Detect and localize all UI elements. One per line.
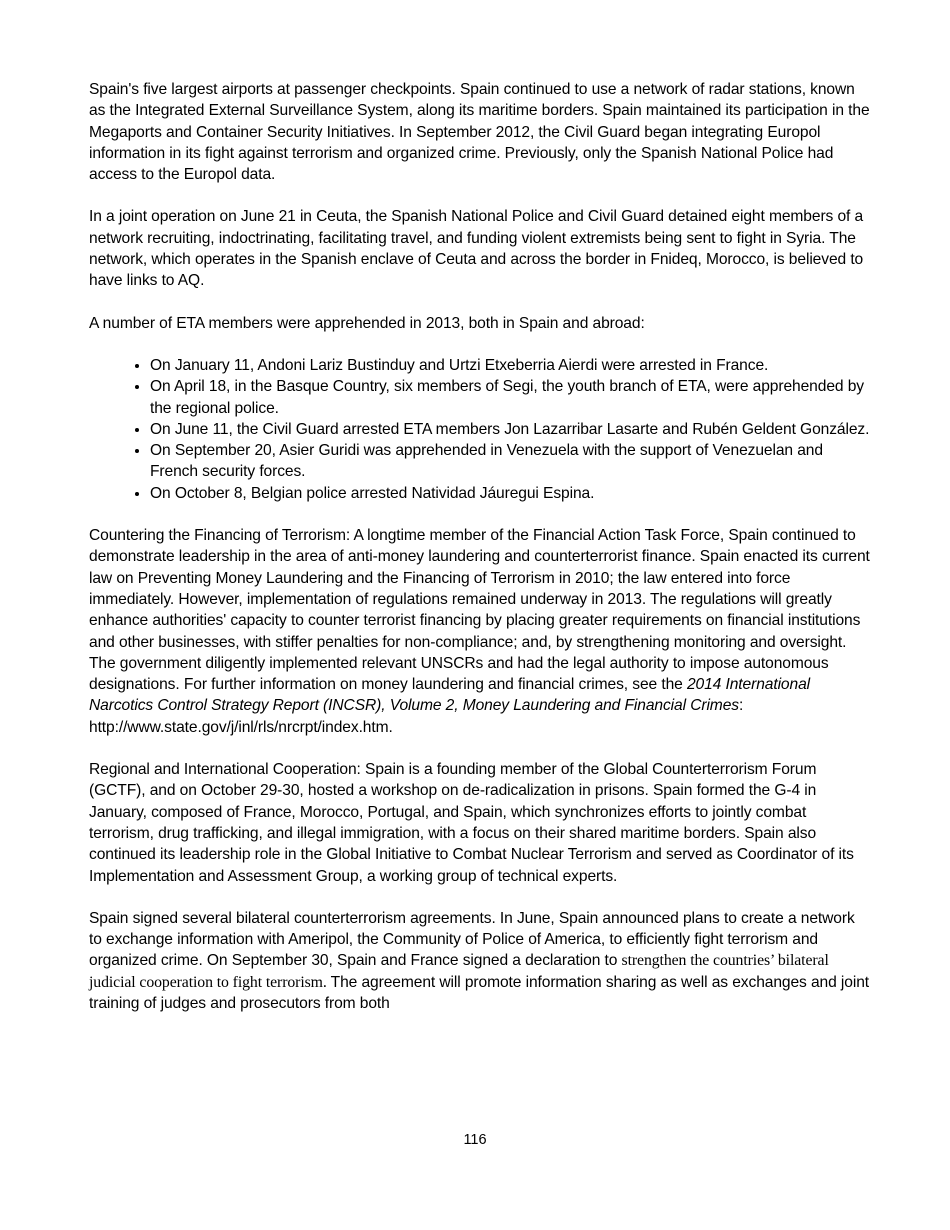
page-number: 116 [463,1132,487,1148]
paragraph-ceuta-operation: In a joint operation on June 21 in Ceuta, the Spanish National Police and Civil Guard detained eight members of a network recruiting, indoctrinating, facilitating travel, and funding violent extremists being sent to fight in Syria. The network, which operates in the Spanish enclave of Ceuta and across the border in Fnideq, Morocco, is believed to have links to AQ. [89,208,864,290]
document-page [89,79,871,1035]
list-item: • On January 11, Andoni Lariz Bustinduy and Urtzi Etxeberria Aierdi were arrested in France. [150,355,871,376]
list-item: • On October 8, Belgian police arrested Natividad Jáuregui Espina. [150,483,871,504]
paragraph-regional [89,759,871,887]
list-item: • On September 20, Asier Guridi was apprehended in Venezuela with the support of Venezuelan and French security forces. [150,440,871,483]
list-item: • On April 18, in the Basque Country, six members of Segi, the youth branch of ETA, were apprehended by the regional police. [150,376,871,419]
eta-arrests-list [89,355,871,504]
paragraph-airports: Spain's five largest airports at passenger checkpoints. Spain continued to use a network of radar stations, known as the Integrated External Surveillance System, along its maritime borders. Spain maintained its participation in the Megaports and Container Security Initiatives. In September 2012, the Civil Guard began integrating Europol information in its fight against terrorism and organized crime. Previously, only the Spanish National Police had access to the Europol data. [89,81,870,184]
paragraph-financing [89,525,871,738]
bilateral-text-2: strengthen the countries’ bilateral judicial cooperation to fight terrorism. [89,952,829,991]
report-link[interactable]: : http://www.state.gov/j/inl/rls/nrcrpt/index.htm. [89,697,744,736]
paragraph-bilateral [89,908,871,1014]
section-heading-regional: Regional and International Cooperation: [89,761,361,779]
regional-body: Spain is a founding member of the Global Counterterrorism Forum (GCTF), and on October 29-30, hosted a workshop on de-radicalization in prisons. Spain formed the G-4 in January, composed of France, Morocco, Portugal, and Spain, which synchronizes efforts to jointly combat terrorism, drug trafficking, and illegal immigration, with a focus on their shared maritime borders. Spain also continued its leadership role in the Global Initiative to Combat Nuclear Terrorism and served as Coordinator of its Implementation and Assessment Group, a working group of technical experts. [89,761,854,885]
financing-body: A longtime member of the Financial Action Task Force, Spain continued to demonstrate leadership in the area of anti-money laundering and counterterrorist finance. Spain enacted its current law on Preventing Money Laundering and the Financing of Terrorism in 2010; the law entered into force immediately. However, implementation of regulations remained underway in 2013. The regulations will greatly enhance authorities' capacity to counter terrorist financing by placing greater requirements on financial institutions and other businesses, with stiffer penalties for non-compliance; and, by strengthening monitoring and oversight. The government diligently implemented relevant UNSCRs and had the legal authority to impose autonomous designations. For further information on money laundering and financial crimes, see the [89,527,870,694]
bilateral-text-3: The agreement will promote information sharing as well as exchanges and joint training of judges and prosecutors from both [89,973,870,1012]
bilateral-text-1: Spain signed several bilateral counterterrorism agreements. In June, Spain announced plans to create a network to exchange information with Ameripol, the Community of Police of America, to efficiently fight terrorism and organized crime. On September 30, Spain and France signed a declaration to [89,909,855,970]
section-heading-financing: Countering the Financing of Terrorism: [89,527,351,545]
paragraph-eta-intro: A number of ETA members were apprehended in 2013, both in Spain and abroad: [89,314,645,332]
list-item: • On June 11, the Civil Guard arrested ETA members Jon Lazarribar Lasarte and Rubén Geldent González. [150,419,871,440]
report-title: 2014 International Narcotics Control Strategy Report (INCSR), Volume 2, Money Laundering and Financial Crimes [89,676,811,715]
